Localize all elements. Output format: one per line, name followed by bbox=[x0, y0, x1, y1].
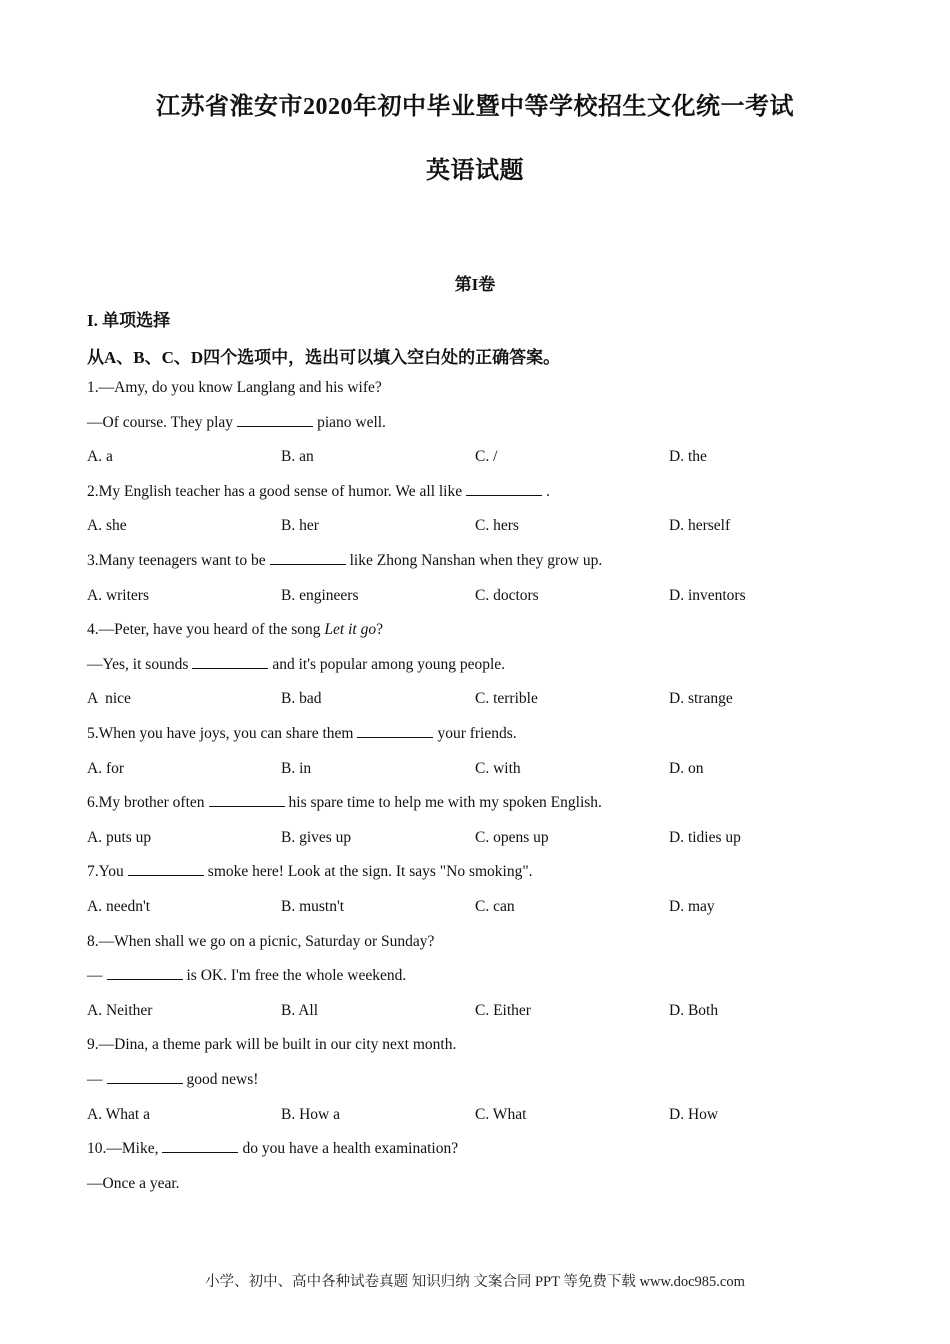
answer-blank bbox=[107, 978, 183, 980]
question-4-option-b: B. bad bbox=[281, 690, 322, 708]
question-10-line-1 bbox=[87, 1140, 458, 1158]
question-text: 4.—Peter, have you heard of the song bbox=[87, 621, 321, 639]
question-text: 1.—Amy, do you know Langlang and his wife? bbox=[87, 379, 382, 396]
question-7-line-1 bbox=[87, 863, 533, 881]
song-title: Let it go bbox=[324, 621, 377, 639]
question-1-option-d: D. the bbox=[669, 448, 707, 466]
answer-blank bbox=[357, 736, 433, 738]
question-3-option-a: A. writers bbox=[87, 586, 149, 604]
question-1-option-b: B. an bbox=[281, 448, 314, 466]
question-text: —Once a year. bbox=[87, 1174, 180, 1192]
question-10-line-2 bbox=[87, 1175, 180, 1193]
exam-title-line1: 江苏省淮安市2020年初中毕业暨中等学校招生文化统一考试 bbox=[156, 94, 794, 120]
instruction-text: 从A、B、C、D四个选项中，选出可以填入空白处的正确答案。 bbox=[87, 348, 561, 367]
question-6-option-d: D. tidies up bbox=[669, 828, 741, 846]
question-9-line-1 bbox=[87, 1036, 456, 1054]
question-9-option-c: C. What bbox=[475, 1105, 527, 1123]
question-5-option-d: D. on bbox=[669, 759, 704, 777]
question-8-option-d: D. Both bbox=[669, 1001, 719, 1019]
answer-blank bbox=[162, 1151, 238, 1153]
question-text: 2.My English teacher has a good sense of humor. We all like bbox=[87, 482, 463, 500]
question-9-option-b: B. How a bbox=[281, 1105, 340, 1123]
question-2-option-b: B. her bbox=[281, 517, 319, 535]
answer-blank bbox=[237, 425, 313, 427]
question-text: 10.—Mike, bbox=[87, 1140, 159, 1158]
question-text-continued: do you have a health examination? bbox=[242, 1140, 459, 1158]
question-text: 5.When you have joys, you can share them bbox=[87, 725, 354, 742]
question-text: 8.—When shall we go on a picnic, Saturday or Sunday? bbox=[87, 932, 435, 950]
question-2-option-c: C. hers bbox=[475, 517, 519, 535]
question-text-continued: like Zhong Nanshan when they grow up. bbox=[349, 552, 603, 569]
question-8-line-2 bbox=[87, 967, 406, 985]
question-text-continued: and it's popular among young people. bbox=[272, 655, 506, 673]
answer-blank bbox=[270, 563, 346, 565]
question-8-option-c: C. Either bbox=[475, 1001, 531, 1019]
question-7-option-c: C. can bbox=[475, 898, 515, 915]
question-6-option-c: C. opens up bbox=[475, 828, 549, 846]
question-text-continued: your friends. bbox=[437, 725, 517, 742]
question-7-option-b: B. mustn't bbox=[281, 898, 345, 915]
question-3-option-c: C. doctors bbox=[475, 586, 539, 604]
question-3-option-d: D. inventors bbox=[669, 586, 746, 604]
question-3-line-1 bbox=[87, 552, 602, 570]
question-4-option-d: D. strange bbox=[669, 690, 733, 708]
question-1-option-c: C. / bbox=[475, 448, 498, 466]
question-6-line-1 bbox=[87, 794, 602, 812]
question-5-line-1 bbox=[87, 725, 517, 743]
answer-blank bbox=[107, 1082, 183, 1084]
question-8-option-a: A. Neither bbox=[87, 1001, 153, 1019]
question-text-continued: smoke here! Look at the sign. It says "No smoking". bbox=[207, 863, 533, 881]
question-text: 9.—Dina, a theme park will be built in our city next month. bbox=[87, 1036, 457, 1054]
question-1-line-2 bbox=[87, 414, 386, 432]
question-text: 3.Many teenagers want to be bbox=[87, 552, 266, 569]
question-text: — bbox=[87, 1071, 103, 1088]
question-2-option-d: D. herself bbox=[669, 517, 731, 535]
question-3-option-b: B. engineers bbox=[281, 586, 359, 604]
question-4-line-2 bbox=[87, 656, 505, 674]
question-text: 7.You bbox=[87, 863, 124, 881]
question-4-option-a: A nice bbox=[87, 690, 131, 708]
question-text-continued: ? bbox=[376, 621, 383, 639]
question-5-option-b: B. in bbox=[281, 759, 312, 777]
answer-blank bbox=[192, 667, 268, 669]
question-9-option-a: A. What a bbox=[87, 1105, 150, 1123]
question-9-line-2 bbox=[87, 1071, 258, 1089]
question-1-line-1 bbox=[87, 379, 382, 397]
question-5-option-c: C. with bbox=[475, 759, 521, 777]
question-8-option-b: B. All bbox=[281, 1001, 319, 1019]
part-heading: I. 单项选择 bbox=[87, 311, 171, 330]
question-text-continued: is OK. I'm free the whole weekend. bbox=[186, 967, 407, 985]
answer-blank bbox=[466, 494, 542, 496]
answer-blank bbox=[128, 874, 204, 876]
question-6-option-b: B. gives up bbox=[281, 828, 352, 846]
question-text: 6.My brother often bbox=[87, 794, 205, 812]
volume-heading: 第I卷 bbox=[454, 275, 496, 294]
question-4-option-c: C. terrible bbox=[475, 690, 538, 708]
question-9-option-d: D. How bbox=[669, 1105, 719, 1123]
footer-text: 小学、初中、高中各种试卷真题 知识归纳 文案合同 PPT 等免费下载 www.doc985.com bbox=[205, 1274, 745, 1290]
question-7-option-a: A. needn't bbox=[87, 898, 151, 915]
question-text-continued: his spare time to help me with my spoken English. bbox=[288, 794, 602, 812]
question-6-option-a: A. puts up bbox=[87, 828, 152, 846]
question-text: —Of course. They play bbox=[87, 413, 234, 431]
answer-blank bbox=[209, 805, 285, 807]
question-2-line-1 bbox=[87, 483, 550, 501]
question-text: —Yes, it sounds bbox=[87, 655, 189, 673]
question-5-option-a: A. for bbox=[87, 759, 125, 777]
question-7-option-d: D. may bbox=[669, 898, 715, 915]
question-4-line-1 bbox=[87, 621, 383, 639]
question-8-line-1 bbox=[87, 933, 434, 951]
question-text-continued: . bbox=[546, 482, 550, 500]
question-text-continued: good news! bbox=[186, 1071, 259, 1088]
question-text-continued: piano well. bbox=[317, 413, 386, 431]
exam-title-line2: 英语试题 bbox=[426, 158, 524, 184]
question-2-option-a: A. she bbox=[87, 517, 127, 535]
question-1-option-a: A. a bbox=[87, 448, 113, 466]
question-text: — bbox=[87, 967, 103, 985]
